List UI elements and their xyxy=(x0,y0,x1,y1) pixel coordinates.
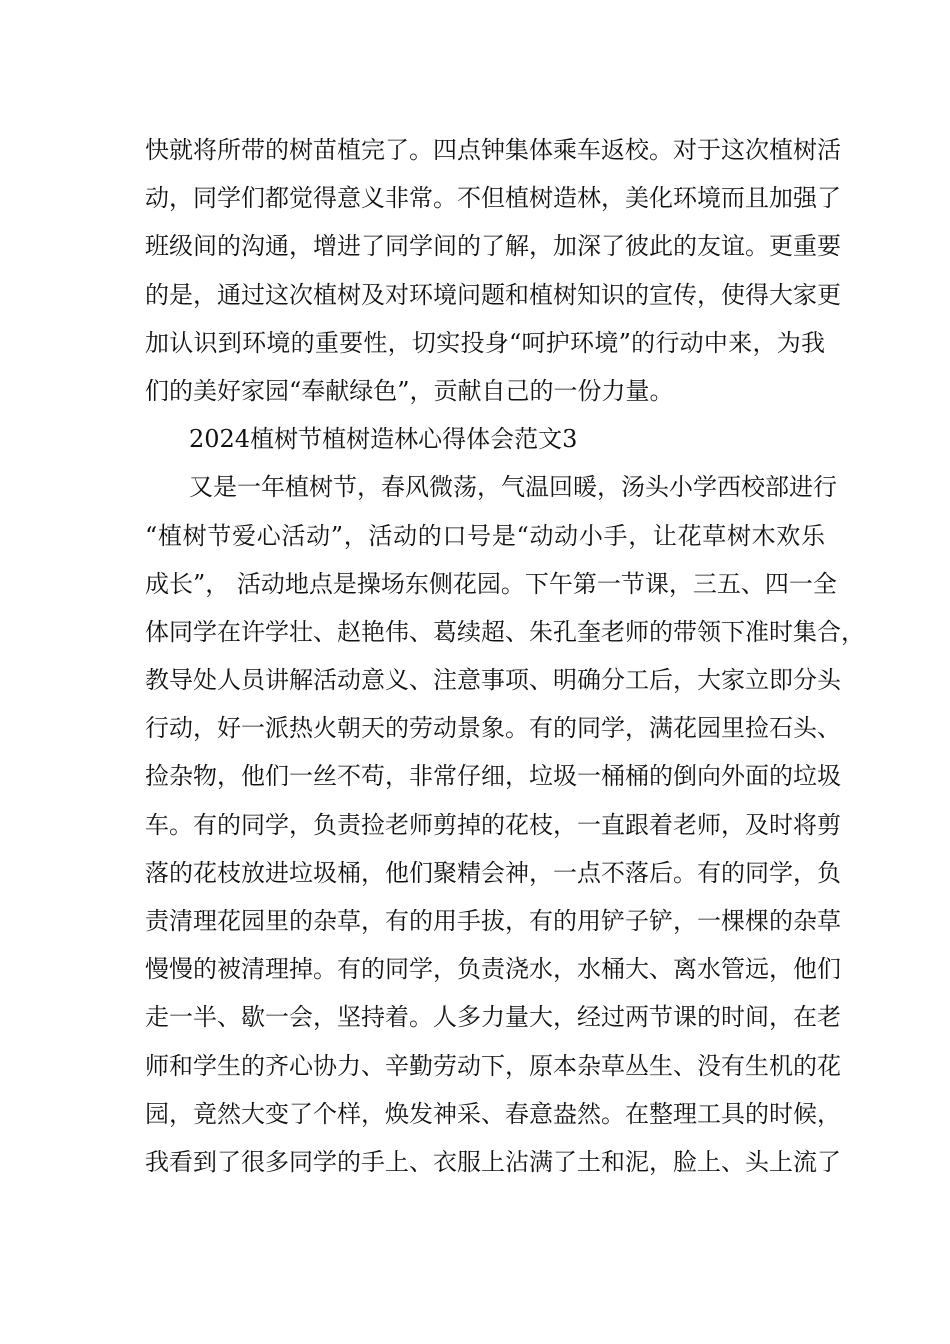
paragraph-line: 捡杂物，他们一丝不苟，非常仔细，垃圾一桶桶的倒向外面的垃圾 xyxy=(145,762,841,791)
paragraph-line: 快就将所带的树苗植完了。四点钟集体乘车返校。对于这次植树活 xyxy=(145,136,841,164)
paragraph-line: 走一半、歇一会，坚持着。人多力量大，经过两节课的时间，在老 xyxy=(145,1003,841,1032)
paragraph-line: 车。有的同学，负责捡老师剪掉的花枝，一直跟着老师，及时将剪 xyxy=(145,810,841,839)
paragraph-line: 又是一年植树节，春风微荡，气温回暖，汤头小学西校部进行 xyxy=(189,473,837,502)
section-heading: 2024植树节植树造林心得体会范文3 xyxy=(189,425,578,454)
paragraph-line: 班级间的沟通，增进了同学间的了解，加深了彼此的友谊。更重要 xyxy=(145,232,841,261)
paragraph-line: 师和学生的齐心协力、辛勤劳动下，原本杂草丛生、没有生机的花 xyxy=(145,1051,841,1080)
paragraph-line: 们的美好家园“奉献绿色”，贡献自己的一份力量。 xyxy=(145,376,674,405)
paragraph-line: “植树节爱心活动”，活动的口号是“动动小手，让花草树木欢乐 xyxy=(145,521,825,550)
paragraph-line: 动，同学们都觉得意义非常。不但植树造林，美化环境而且加强了 xyxy=(145,184,841,213)
paragraph-line: 慢慢的被清理掉。有的同学，负责浇水，水桶大、离水管远，他们 xyxy=(145,955,841,984)
paragraph-line: 体同学在许学壮、赵艳伟、葛续超、朱孔奎老师的带领下准时集合， xyxy=(145,617,865,646)
paragraph-line: 我看到了很多同学的手上、衣服上沾满了土和泥，脸上、头上流了 xyxy=(145,1147,841,1176)
paragraph-line: 成长”， 活动地点是操场东侧花园。下午第一节课，三五、四一全 xyxy=(145,569,837,598)
paragraph-line: 的是，通过这次植树及对环境问题和植树知识的宣传，使得大家更 xyxy=(145,280,841,309)
paragraph-line: 教导处人员讲解活动意义、注意事项、明确分工后，大家立即分头 xyxy=(145,666,841,695)
paragraph-line: 加认识到环境的重要性，切实投身“呵护环境”的行动中来，为我 xyxy=(145,328,825,357)
paragraph-line: 落的花枝放进垃圾桶，他们聚精会神，一点不落后。有的同学，负 xyxy=(145,858,841,887)
paragraph-line: 园，竟然大变了个样，焕发神采、春意盎然。在整理工具的时候， xyxy=(145,1099,841,1128)
paragraph-line: 责清理花园里的杂草，有的用手拔，有的用铲子铲，一棵棵的杂草 xyxy=(145,907,841,935)
paragraph-line: 行动，好一派热火朝天的劳动景象。有的同学，满花园里捡石头、 xyxy=(145,714,841,743)
document-body xyxy=(145,126,865,1186)
